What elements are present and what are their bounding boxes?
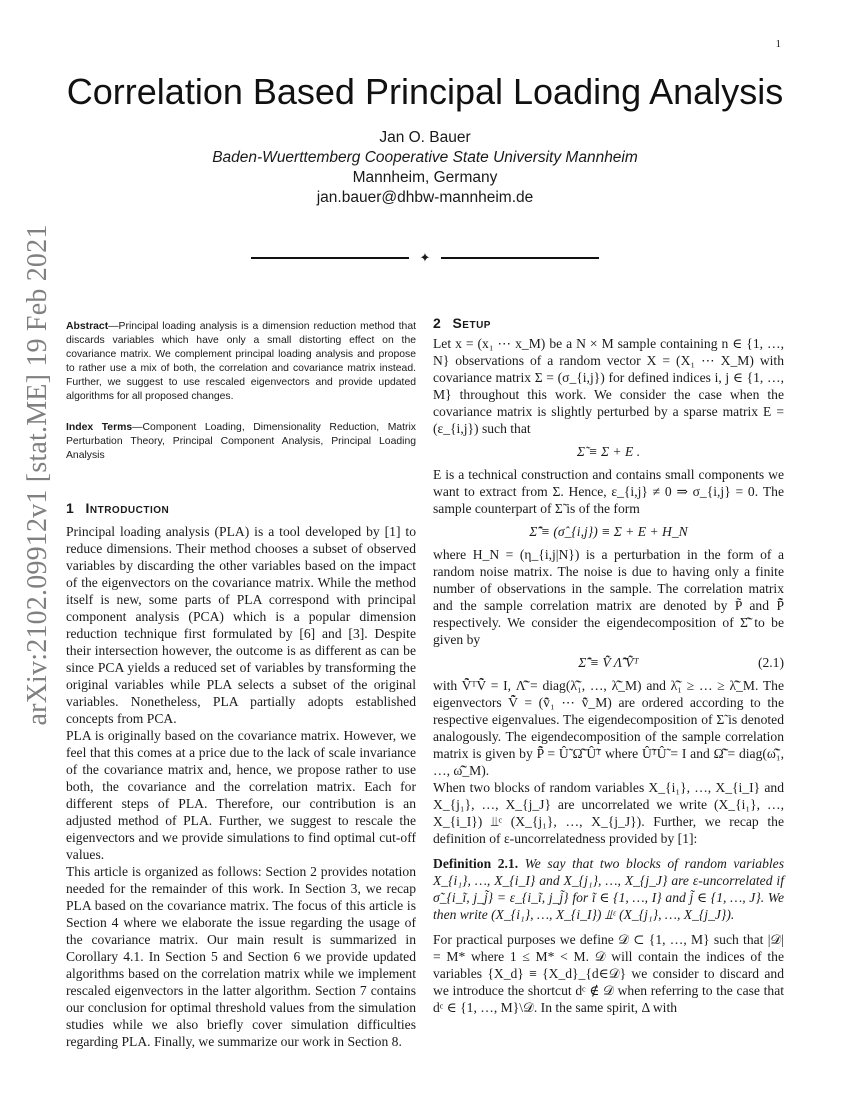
setup-paragraph-1: Let x = (x₁ ⋯ x_M) be a N × M sample containing n ∈ {1, …, N} observations of a random vector X = (X₁ ⋯ X_M) with covariance matrix Σ = (σ_{i,j}) for defined indices i, j ∈ {1, …, M} throughout this work. We consider the case when the covariance matrix is slightly perturbed by a sparse matrix E = (ε_{i,j}) such that: [433, 336, 784, 436]
setup-paragraph-2: E is a technical construction and contains small components we want to extract from Σ. Hence, ε_{i,j} ≠ 0 ⇒ σ_{i,j} = 0. The sample counterpart of Σ̃ is of the form: [433, 467, 784, 516]
page-number: 1: [775, 38, 781, 50]
equation-2-1-body: Σ̂̃ ≡ V̂̃ Λ̂̃ V̂̃ᵀ: [578, 655, 639, 670]
definition-label: Definition 2.1.: [433, 856, 519, 871]
separator-line-left: [251, 257, 409, 259]
setup-paragraph-5: When two blocks of random variables X_{i₁}, …, X_{i_I} and X_{j₁}, …, X_{j_J} are uncorrelated we write (X_{i₁}, …, X_{i_I}) ⫫ᶜ (X_{j₁}, …, X_{j_J}). Further, we recap the definition of ε-uncorrelatedness provided by [1]:: [433, 780, 784, 846]
paper-title: Correlation Based Principal Loading Analysis: [66, 71, 784, 112]
index-terms-text: —Component Loading, Dimensionality Reduction, Matrix Perturbation Theory, Principal Component Analysis, Principal Loading Analysis: [66, 422, 416, 461]
abstract-text: —Principal loading analysis is a dimension reduction method that discards variables which have only a small distorting effect on the covariance matrix. We complement principal loading analysis and propose to rather use a mix of both, the correlation and covariance matrix instead. Further, we suggest to use rescaled eigenvectors and provide updated algorithms for all proposed changes.: [66, 321, 416, 402]
title-separator: [251, 251, 599, 265]
intro-paragraph-3: This article is organized as follows: Section 2 provides notation needed for the remainder of this work. In Section 3, we recap PLA based on the covariance matrix. The focus of this article is Section 4 where we elaborate the issue regarding the usage of the covariance matrix. Our main result is summarized in Corollary 4.1. In Section 5 and Section 6 we provide updated algorithms based on the correlation matrix while we implement rescaled eigenvectors in the latter algorithm. Section 7 contains our conclusion for optimal threshold values from the simulation studies while we also briefly cover simulation difficulties regarding PLA. Finally, we summarize our work in Section 8.: [66, 864, 416, 1049]
section-1-heading: [66, 500, 169, 516]
separator-line-right: [441, 257, 599, 259]
section-1-title: Introduction: [85, 500, 170, 516]
section-1-number: 1: [66, 500, 74, 516]
author-email: jan.bauer@dhbw-mannheim.de: [316, 189, 534, 206]
abstract: [66, 320, 416, 404]
separator-diamond-icon: ✦: [419, 250, 431, 265]
section-2-body: [433, 335, 784, 1016]
author-block: [0, 128, 850, 208]
author-name: Jan O. Bauer: [379, 129, 471, 146]
abstract-label: Abstract: [66, 321, 109, 332]
equation-perturbed-covariance: Σ̃ ≡ Σ + E .: [576, 444, 641, 459]
setup-paragraph-6: For practical purposes we define 𝒟 ⊂ {1, …, M} such that |𝒟| = M* where 1 ≤ M* < M. 𝒟 will contain the indices of the variables {X_d} ≡ {X_d}_{d∈𝒟} we consider to discard and we introduce the shortcut dᶜ ∉ 𝒟 when referring to the case that dᶜ ∈ {1, …, M}\𝒟. In the same spirit, Δ with: [433, 932, 784, 1015]
index-terms-label: Index Terms: [66, 422, 133, 433]
definition-2-1: [433, 855, 784, 923]
arxiv-stamp: [8, 224, 68, 726]
section-2-title: Setup: [452, 315, 491, 331]
section-2-number: 2: [433, 315, 441, 331]
setup-paragraph-4: with V̂̃ᵀV̂̃ = I, Λ̂̃ = diag(λ̂̃₁, …, λ̂̃_M) and λ̂̃₁ ≥ … ≥ λ̂̃_M. The eigenvectors V̂̃ = (v̂̃₁ ⋯ v̂̃_M) are ordered according to the respective eigenvalues. The eigendecomposition of Σ̃ is denoted analogously. The eigendecomposition of the sample correlation matrix is given by P̂̃ = Û̃ Ω̂̃ Û̃ᵀ where Û̃ᵀÛ̃ = I and Ω̂̃ = diag(ω̂̃₁, …, ω̂̃_M).: [433, 678, 784, 778]
section-1-body: [66, 523, 416, 1050]
definition-text: We say that two blocks of random variables X_{i₁}, …, X_{i_I} and X_{j₁}, …, X_{j_J} are ε-uncorrelated if σ̃_{i_ĩ, j_j̃} = ε_{i_ĩ, j_j̃} for ĩ ∈ {1, …, I} and j̃ ∈ {1, …, J}. We then write (X_{i₁}, …, X_{i_I}) ⫫ᵋ (X_{j₁}, …, X_{j_J}).: [433, 856, 784, 922]
intro-paragraph-1: Principal loading analysis (PLA) is a tool developed by [1] to reduce dimensions. Their method chooses a subset of observed variables by discarding the other variables based on the impact of the eigenvectors on the covariance matrix. While the method itself is new, some parts of PLA correspond with principal component analysis (PCA) which is a popular dimension reduction technique first formulated by [6] and [3]. Despite their intersection however, the outcome is as different as can be since PCA yields a reduced set of variables by transforming the original variables while PLA selects a subset of the original variables. Nonetheless, PLA partially adopts established concepts from PCA.: [66, 524, 416, 726]
intro-paragraph-2: PLA is originally based on the covariance matrix. However, we feel that this comes at a price due to the lack of scale invariance of the covariance matrix and, hence, we propose rather to use both, the covariance and the correlation matrix. Each for different steps of PLA. Therefore, our contribution is an adjusted method of PLA. Further, we suggest to rescale the eigenvectors and we provide simulations to find optimal cut-off values.: [66, 728, 416, 862]
author-affiliation: Baden-Wuerttemberg Cooperative State University Mannheim: [212, 149, 638, 166]
arxiv-stamp-text: arXiv:2102.09912v1 [stat.ME] 19 Feb 2021: [22, 224, 53, 726]
equation-eigendecomposition: [433, 654, 784, 671]
equation-number: (2.1): [757, 655, 784, 670]
section-2-heading: [433, 315, 491, 331]
equation-sample-covariance: Σ̂̃ ≡ (σ̂_{i,j}) ≡ Σ + E + H_N: [529, 524, 688, 539]
author-location: Mannheim, Germany: [352, 169, 498, 186]
index-terms: [66, 421, 416, 463]
setup-paragraph-3: where H_N = (η_{i,j|N}) is a perturbation in the form of a random noise matrix. The noise is due to having only a finite number of observations in the sample. The correlation matrix and the sample correlation matrix are denoted by P̃ and P̂̃ respectively. We consider the eigendecomposition of Σ̂̃ to be given by: [433, 547, 784, 647]
